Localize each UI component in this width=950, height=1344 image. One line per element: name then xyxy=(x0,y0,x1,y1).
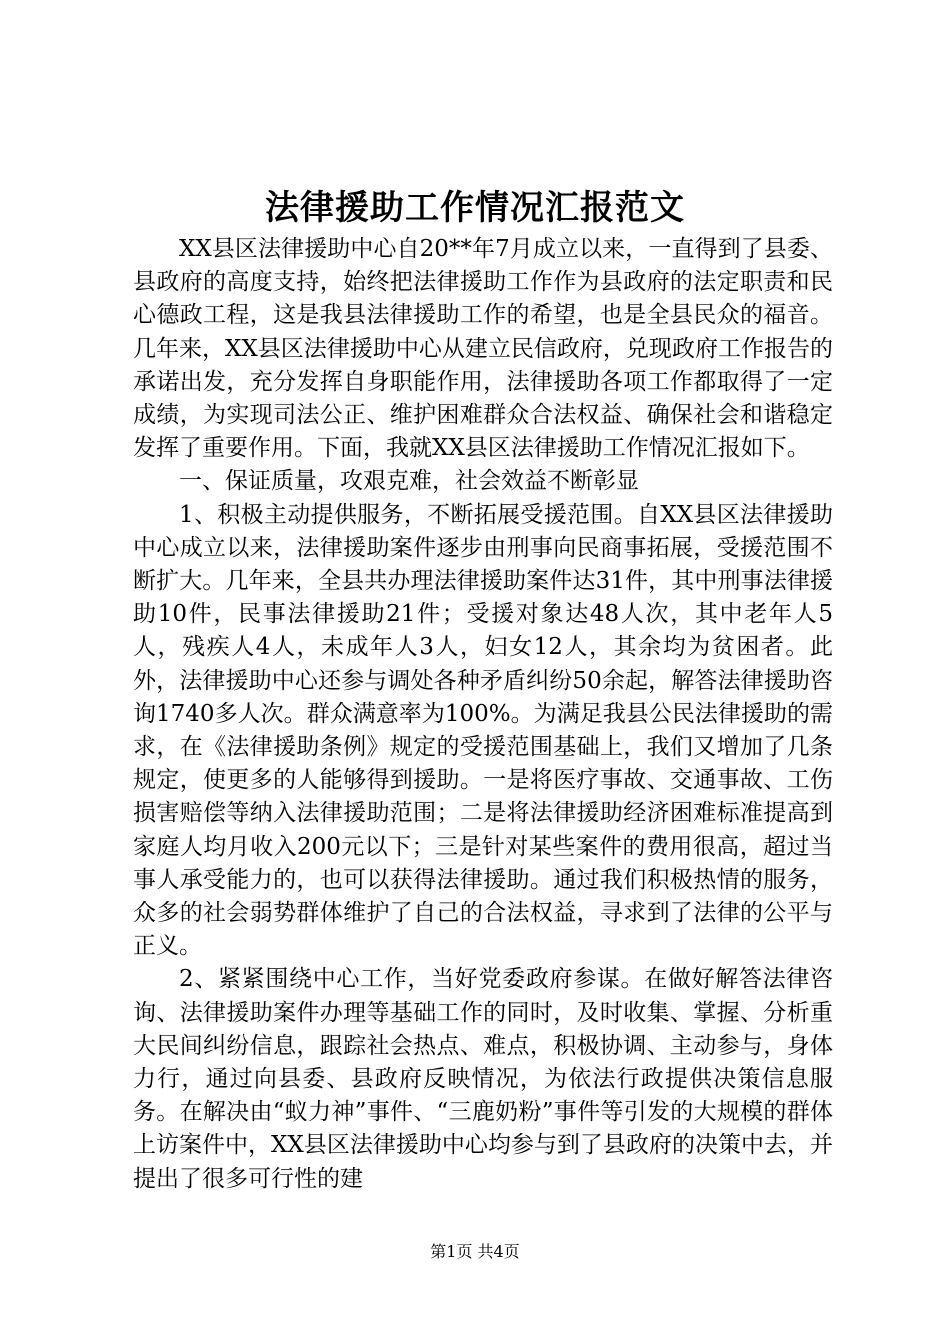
item-1-paragraph: 1、积极主动提供服务，不断拓展受援范围。自XX县区法律援助中心成立以来，法律援助案件逐步由刑事向民商事拓展，受援范围不断扩大。几年来，全县共办理法律援助案件达31件，其中刑事法律援助10件，民事法律援助21件；受援对象达48人次，其中老年人5人，残疾人4人，未成年人3人，妇女12人，其余均为贫困者。此外，法律援助中心还参与调处各种矛盾纠纷50余起，解答法律援助咨询1740多人次。群众满意率为100%。为满足我县公民法律援助的需求，在《法律援助条例》规定的受援范围基础上，我们又增加了几条规定，使更多的人能够得到援助。一是将医疗事故、交通事故、工伤损害赔偿等纳入法律援助范围；二是将法律援助经济困难标准提高到家庭人均月收入200元以下；三是针对某些案件的费用很高，超过当事人承受能力的，也可以获得法律援助。通过我们积极热情的服务，众多的社会弱势群体维护了自己的合法权益，寻求到了法律的公平与正义。 xyxy=(133,501,833,960)
page-footer: 第1页 共4页 xyxy=(430,1242,520,1261)
item-2-paragraph: 2、紧紧围绕中心工作，当好党委政府参谋。在做好解答法律咨询、法律援助案件办理等基础工作的同时，及时收集、掌握、分析重大民间纠纷信息，跟踪社会热点、难点，积极协调、主动参与，身体力行，通过向县委、县政府反映情况，为依法行政提供决策信息服务。在解决由“蚁力神”事件、“三鹿奶粉”事件等引发的大规模的群体上访案件中，XX县区法律援助中心均参与到了县政府的决策中去，并提出了很多可行性的建 xyxy=(133,966,833,1192)
document-title: 法律援助工作情况汇报范文 xyxy=(265,188,685,228)
intro-paragraph: XX县区法律援助中心自20**年7月成立以来，一直得到了县委、县政府的高度支持，始终把法律援助工作作为县政府的法定职责和民心德政工程，这是我县法律援助工作的希望，也是全县民众的福音。几年来，XX县区法律援助中心从建立民信政府，兑现政府工作报告的承诺出发，充分发挥自身职能作用，法律援助各项工作都取得了一定成绩，为实现司法公正、维护困难群众合法权益、确保社会和谐稳定发挥了重要作用。下面，我就XX县区法律援助工作情况汇报如下。 xyxy=(133,236,833,462)
section-heading: 一、保证质量，攻艰克难，社会效益不断彰显 xyxy=(179,468,639,495)
document-body xyxy=(133,233,833,1196)
